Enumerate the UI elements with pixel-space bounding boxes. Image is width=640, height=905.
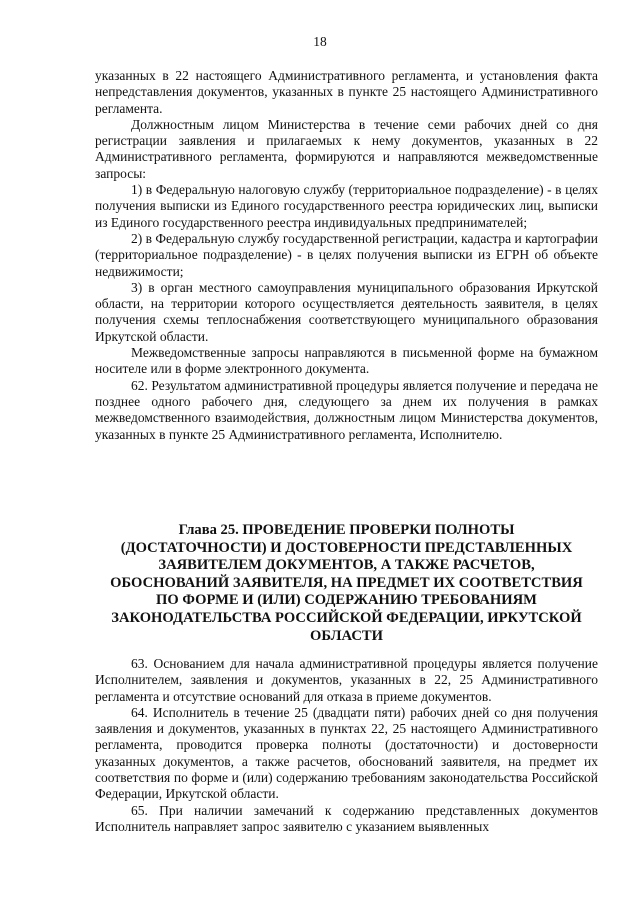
paragraph-intro: указанных в 22 настоящего Административного регламента, и установления факта непредставления документов, указанных в пункте 25 настоящего Административного регламента. bbox=[95, 68, 598, 116]
chapter-heading bbox=[95, 522, 598, 645]
paragraph-62: 62. Результатом административной процедуры является получение и передача не позднее одного рабочего дня, следующего за днем их получения в рамках межведомственного взаимодействия, должностным лицом Министерства документов, указанных в пункте 25 Административного регламента, Исполнителю. bbox=[95, 377, 598, 442]
heading-line-2: (ДОСТАТОЧНОСТИ) И ДОСТОВЕРНОСТИ ПРЕДСТАВЛЕННЫХ bbox=[120, 539, 573, 556]
paragraph-65: 65. При наличии замечаний к содержанию представленных документов Исполнитель направляет запрос заявителю с указанием выявленных bbox=[95, 802, 598, 834]
paragraph-form: Межведомственные запросы направляются в письменной форме на бумажном носителе или в форме электронного документа. bbox=[95, 345, 598, 377]
paragraph-item-2: 2) в Федеральную службу государственной регистрации, кадастра и картографии (территориальное подразделение) - в целях получения выписки из ЕГРН об объекте недвижимости; bbox=[95, 230, 598, 279]
paragraph-requests: Должностным лицом Министерства в течение семи рабочих дней со дня регистрации заявления и прилагаемых к нему документов, указанных в 22 Административного регламента, формируются и направляются межведомственные запросы: bbox=[95, 116, 598, 181]
top-text-block bbox=[95, 68, 598, 443]
heading-line-4: ОБОСНОВАНИЙ ЗАЯВИТЕЛЯ, НА ПРЕДМЕТ ИХ СООТВЕТСТВИЯ bbox=[110, 574, 583, 591]
page-number: 18 bbox=[313, 34, 327, 49]
paragraph-item-3: 3) в орган местного самоуправления муниципального образования Иркутской области, на территории которого осуществляется деятельность заявителя, в целях получения схемы теплоснабжения соответствующего муниципального образования Иркутской области. bbox=[95, 279, 598, 344]
heading-line-1: Глава 25. ПРОВЕДЕНИЕ ПРОВЕРКИ ПОЛНОТЫ bbox=[178, 522, 515, 538]
paragraph-63: 63. Основанием для начала административной процедуры является получение Исполнителем, заявления и документов, указанных в 22, 25 Административного регламента и отсутствие оснований для отказа в приеме документов. bbox=[95, 656, 598, 704]
bottom-text-block bbox=[95, 656, 598, 835]
heading-line-7: ОБЛАСТИ bbox=[310, 627, 383, 644]
paragraph-item-1: 1) в Федеральную налоговую службу (территориальное подразделение) - в целях получения выписки из Единого государственного реестра юридических лиц, выписки из Единого государственного реестра индивидуальных предпринимателей; bbox=[95, 182, 598, 230]
heading-line-5: ПО ФОРМЕ И (ИЛИ) СОДЕРЖАНИЮ ТРЕБОВАНИЯМ bbox=[156, 592, 537, 609]
heading-line-3: ЗАЯВИТЕЛЕМ ДОКУМЕНТОВ, А ТАКЖЕ РАСЧЕТОВ, bbox=[158, 557, 535, 574]
heading-line-6: ЗАКОНОДАТЕЛЬСТВА РОССИЙСКОЙ ФЕДЕРАЦИИ, ИРКУТСКОЙ bbox=[111, 609, 582, 626]
paragraph-64: 64. Исполнитель в течение 25 (двадцати пяти) рабочих дней со дня получения заявления и документов, указанных в пунктах 22, 25 настоящего Административного регламента, проводится проверка полноты (достаточности) и достоверности указанных документов, а также расчетов, обоснований заявителя, на предмет их соответствия по форме и (или) содержанию требованиям законодательства Российской Федерации, Иркутской области. bbox=[95, 704, 598, 802]
